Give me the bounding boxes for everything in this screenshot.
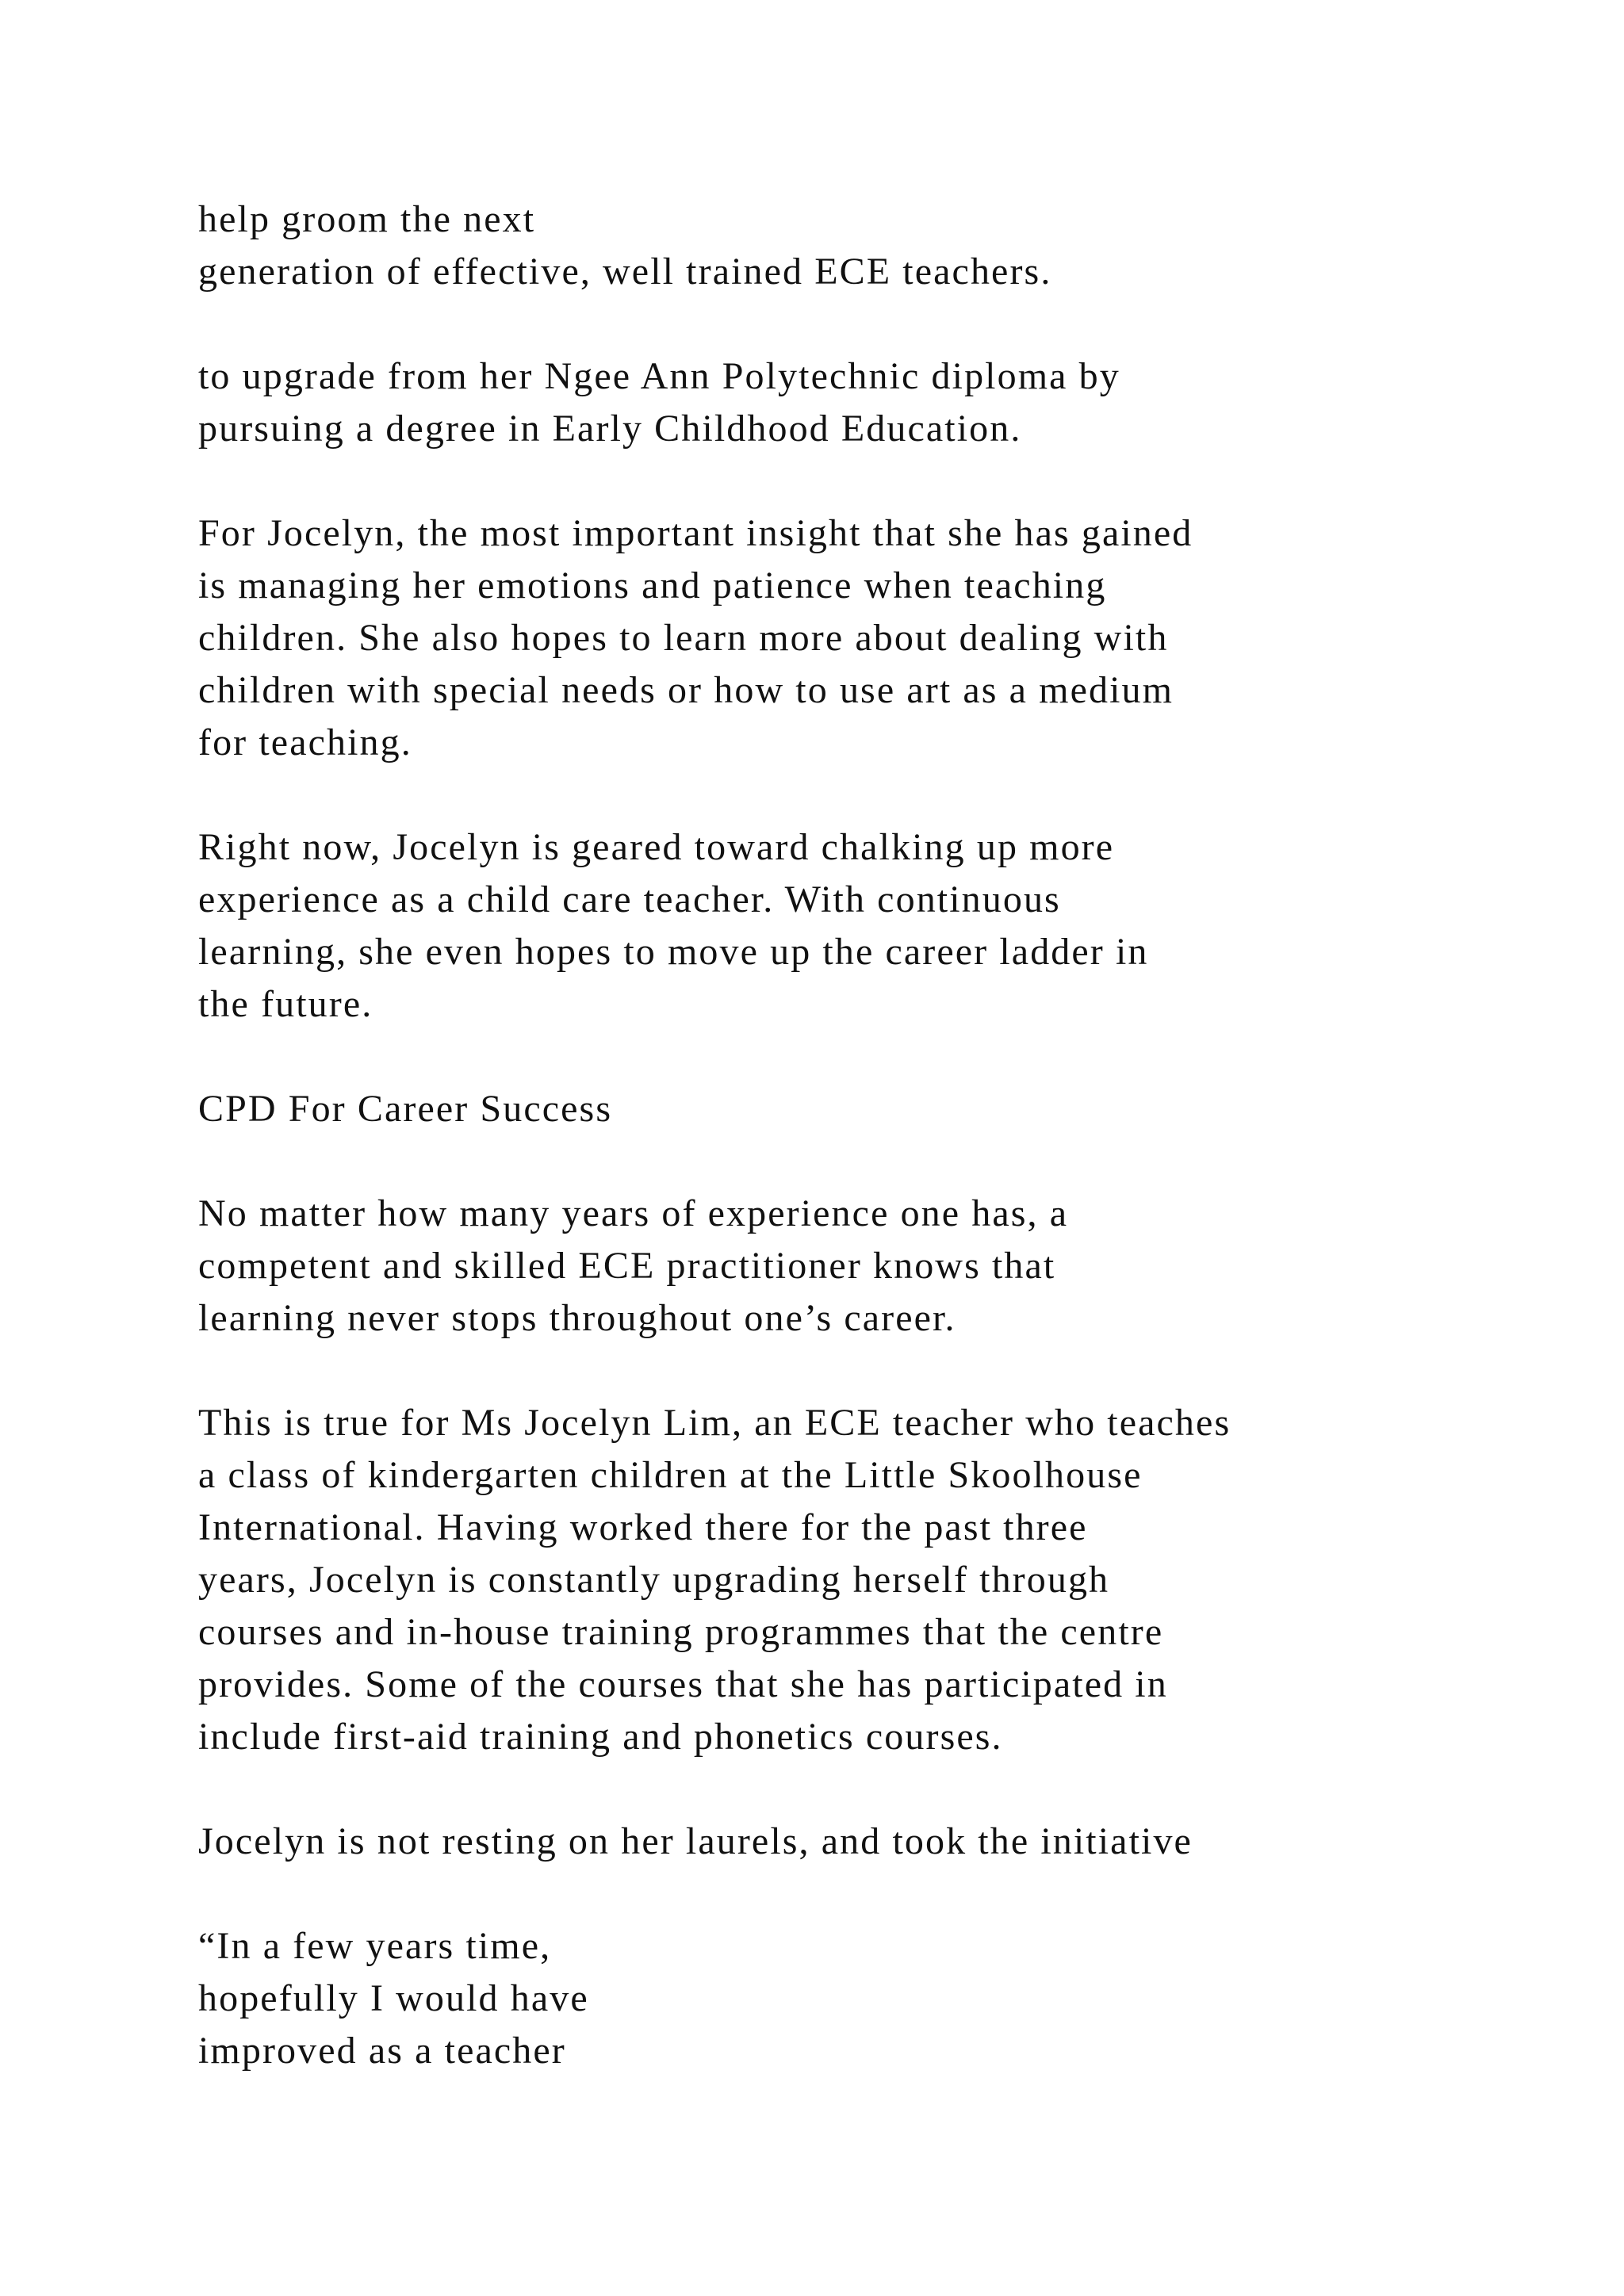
text-line: include first-aid training and phonetics courses.: [198, 1716, 1003, 1758]
document-body: [198, 193, 1435, 2077]
quote-line: improved as a teacher: [198, 2030, 566, 2072]
paragraph-spacer: [198, 1345, 1435, 1397]
paragraph-spacer: [198, 1031, 1435, 1083]
pull-quote: [198, 1920, 1435, 2077]
paragraph-jocelyn-lim: [198, 1397, 1435, 1763]
text-line: years, Jocelyn is constantly upgrading herself through: [198, 1559, 1110, 1601]
text-line: learning never stops throughout one’s career.: [198, 1297, 956, 1339]
text-line: the future.: [198, 983, 373, 1025]
text-line: International. Having worked there for the past three: [198, 1506, 1088, 1548]
text-line: help groom the next: [198, 198, 536, 240]
text-line: For Jocelyn, the most important insight that she has gained: [198, 512, 1193, 554]
text-line: to upgrade from her Ngee Ann Polytechnic diploma by: [198, 355, 1120, 397]
paragraph-spacer: [198, 455, 1435, 507]
paragraph-right-now: [198, 821, 1435, 1031]
paragraph-learning-never-stops: [198, 1188, 1435, 1345]
text-line: is managing her emotions and patience when teaching: [198, 564, 1107, 607]
section-heading-cpd: [198, 1083, 1435, 1135]
paragraph-not-resting: [198, 1816, 1435, 1868]
paragraph-spacer: [198, 769, 1435, 821]
quote-line: “In a few years time,: [198, 1925, 552, 1967]
paragraph-groom-next-generation: [198, 193, 1435, 298]
paragraph-spacer: [198, 298, 1435, 350]
text-line: provides. Some of the courses that she has participated in: [198, 1663, 1168, 1705]
text-line: generation of effective, well trained ECE teachers.: [198, 251, 1052, 293]
text-line: learning, she even hopes to move up the career ladder in: [198, 931, 1149, 973]
text-line: children with special needs or how to use art as a medium: [198, 669, 1174, 711]
paragraph-spacer: [198, 1135, 1435, 1188]
text-line: No matter how many years of experience one has, a: [198, 1192, 1069, 1234]
text-line: experience as a child care teacher. With continuous: [198, 878, 1061, 920]
paragraph-upgrade-diploma: [198, 350, 1435, 455]
quote-line: hopefully I would have: [198, 1977, 589, 2019]
section-heading-text: CPD For Career Success: [198, 1088, 613, 1130]
text-line: Jocelyn is not resting on her laurels, and took the initiative: [198, 1820, 1193, 1862]
paragraph-important-insight: [198, 507, 1435, 769]
text-line: a class of kindergarten children at the Little Skoolhouse: [198, 1454, 1143, 1496]
paragraph-spacer: [198, 1868, 1435, 1920]
text-line: pursuing a degree in Early Childhood Education.: [198, 408, 1022, 450]
text-line: Right now, Jocelyn is geared toward chalking up more: [198, 826, 1115, 868]
text-line: children. She also hopes to learn more about dealing with: [198, 617, 1169, 659]
text-line: competent and skilled ECE practitioner knows that: [198, 1245, 1056, 1287]
text-line: courses and in-house training programmes that the centre: [198, 1611, 1164, 1653]
text-line: for teaching.: [198, 721, 412, 763]
paragraph-spacer: [198, 1763, 1435, 1816]
text-line: This is true for Ms Jocelyn Lim, an ECE teacher who teaches: [198, 1402, 1231, 1444]
